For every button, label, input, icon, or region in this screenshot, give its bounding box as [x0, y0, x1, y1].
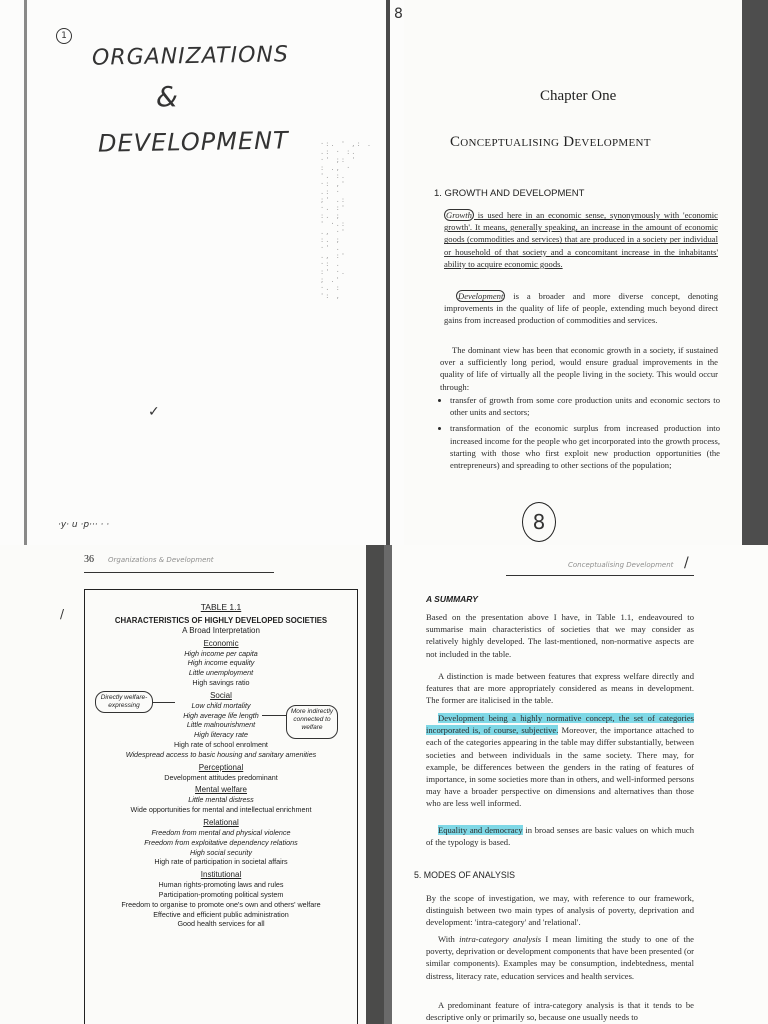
term-development: Development	[458, 291, 504, 301]
summary-heading: A SUMMARY	[426, 594, 478, 604]
term-intra-category: intra-category analysis	[459, 934, 542, 944]
table-item: Human rights-promoting laws and rules	[158, 880, 284, 890]
paragraph-dominant-view: The dominant view has been that economic growth in a society, if sustained over a sufficiently long period, would ensure gradual improvements in the quality of life of virtually all the people living in the society. This would occur through:	[440, 345, 718, 392]
table-category-heading: Economic	[203, 638, 239, 648]
callout-connector-right	[262, 715, 286, 716]
table-item: Freedom from exploitative dependency relations	[144, 837, 298, 847]
binding-shadow	[366, 545, 384, 1024]
scan-dark-margin	[742, 0, 768, 545]
table-frame	[84, 589, 358, 1024]
table-item: High income per capita	[184, 648, 258, 658]
table-item: Good health services for all	[177, 919, 265, 929]
corner-tick: /	[684, 555, 689, 571]
table-item: High average life length	[183, 710, 259, 720]
term-growth: Growth	[446, 210, 472, 220]
table-item: Wide opportunities for mental and intellectual enrichment	[130, 805, 312, 815]
margin-tick: /	[60, 607, 65, 621]
callout-connector-left	[153, 702, 175, 703]
modes-paragraph-2	[426, 933, 694, 982]
table-item: Effective and efficient public administration	[153, 909, 289, 919]
bullet-list	[438, 394, 720, 475]
chapter-label: Chapter One	[540, 88, 617, 104]
bleed-through-artifacts: ·:. ' ,: . .: · :. ·' ;: ' : ., · '. :. ·: ,' .: · ;' .: ·. :' :. ; ' ·.: ., ·' :. ; ·' . ., :' ·: . :' ·. ; .' ·. : ': ,	[320, 140, 373, 300]
scan-page-chapter-one	[404, 0, 768, 545]
table-item: High literacy rate	[194, 730, 248, 740]
highlighted-text: Development being a highly normative concept, the set of categories incorporated is, of course, subjective.	[426, 713, 694, 736]
table-category-heading: Social	[210, 690, 232, 700]
page-number: 36	[84, 554, 94, 565]
handwritten-title-line-3: DEVELOPMENT	[97, 126, 289, 158]
table-category-heading: Relational	[203, 817, 239, 827]
table-item: High rate of school enrolment	[174, 739, 268, 749]
stray-pen-mark: ✓	[148, 404, 160, 420]
highlighted-text: Equality and democracy	[438, 825, 523, 835]
binding-edge-left	[24, 0, 27, 545]
table-category-heading: Mental welfare	[194, 785, 248, 795]
scan-page-summary	[384, 545, 768, 1024]
table-item: Freedom to organise to promote one's own and others' welfare	[121, 899, 321, 909]
paragraph-development	[444, 290, 718, 327]
table-label: TABLE 1.1	[200, 602, 242, 612]
circled-page-mark: 1	[56, 28, 72, 44]
table-item: High social security	[190, 847, 252, 857]
paragraph-continuation: Moreover, the importance attached to each of the categories appearing in the table may differ substantially, between societies and between individuals in the same society. There may, for example, be differences between the genders in the rating of features of importance, in some societies more than in others, and well-informed persons may have a broader perspective on dimensions and alternatives than those who are less well informed.	[426, 725, 694, 809]
table-category-heading: Perceptional	[198, 762, 244, 772]
table-category-heading: Institutional	[200, 870, 242, 880]
chapter-title: Conceptualising Development	[450, 134, 651, 150]
table-body	[85, 638, 357, 930]
modes-paragraph-3: A predominant feature of intra-category analysis is that it tends to be descriptive only or primarily so, because one usually needs to	[426, 1000, 694, 1023]
paragraph-growth	[444, 209, 718, 270]
binding-shadow-left	[384, 545, 392, 1024]
handwritten-title-line-1: ORGANIZATIONS	[91, 42, 290, 71]
table-item: Little mental distress	[188, 795, 254, 805]
table-item: Low child mortality	[191, 700, 251, 710]
table-item: Freedom from mental and physical violence	[151, 827, 291, 837]
table-item: High savings ratio	[192, 677, 250, 687]
section-heading: 1. GROWTH AND DEVELOPMENT	[434, 188, 585, 199]
table-subtitle: A Broad Interpretation	[182, 625, 260, 635]
paragraph-continuation: in broad senses are basic values on which much of the typology is based.	[426, 825, 694, 848]
bullet-item: • transfer of growth from some core production units and economic sectors to other units and sectors;	[450, 394, 720, 418]
header-rule	[506, 575, 694, 576]
development-definition: is a broader and more diverse concept, denoting improvements in the quality of life of people, extending much beyond direct gains from increased production of commodities and services.	[444, 291, 718, 326]
modes-heading: 5. MODES OF ANALYSIS	[414, 870, 516, 880]
summary-paragraph-4	[426, 824, 694, 848]
header-rule	[84, 572, 274, 573]
table-item: Little unemployment	[188, 668, 254, 678]
bottom-scribble: ·y· u ·p··· · ·	[58, 520, 110, 530]
callout-indirectly-welfare: More indirectly connected to welfare	[286, 705, 338, 739]
bullet-item: • transformation of the economic surplus from increased production into increased income for the people who get incorporated into the growth process, starting with those who first exploit new production opportunities (the entrepreneurs) and spreading to other sections of the population;	[450, 422, 720, 471]
summary-paragraph-1: Based on the presentation above I have, in Table 1.1, endeavoured to summarise main characteristics of societies that we may consider as relatively highly developed. The last-mentioned, non-normative aspects are not included in the table.	[426, 612, 694, 659]
table-item: High income equality	[187, 658, 255, 668]
handwritten-ampersand: &	[156, 80, 178, 113]
circled-page-number: 8	[522, 502, 556, 542]
paragraph-lead: With	[438, 934, 460, 944]
modes-paragraph-1: By the scope of investigation, we may, with reference to our framework, distinguish between two main types of analysis of poverty, deprivation and development: 'intra-category' and 'relational'.	[426, 893, 694, 928]
corner-number: 8	[394, 6, 403, 22]
binding-edge-right	[386, 0, 390, 545]
table-item: Widespread access to basic housing and sanitary amenities	[125, 749, 317, 759]
growth-definition: is used here in an economic sense, synonymously with 'economic growth'. It means, generally speaking, an increase in the amount of economic goods (commodities and services) that are produced in a society per individual or household of that society and a concomitant increase in the inhabitants' ability to acquire economic goods.	[444, 210, 718, 269]
summary-paragraph-3	[426, 712, 694, 810]
table-title: CHARACTERISTICS OF HIGHLY DEVELOPED SOCIETIES	[114, 616, 328, 625]
table-item: Participation-promoting political system	[158, 889, 284, 899]
table-item: High rate of participation in societal affairs	[154, 857, 288, 867]
paragraph-continuation: I mean limiting the study to one of the poverty, deprivation or development components that have been presented (or similar components). Examples may be consumption, indebtedness, mental distress, literacy rate, education services and health services.	[426, 934, 694, 981]
scan-page-table	[0, 545, 384, 1024]
table-item: Little malnourishment	[186, 720, 256, 730]
summary-paragraph-2: A distinction is made between features that express welfare directly and features that are more appropriately considered as means in development. The former are italicised in the table.	[426, 671, 694, 706]
running-head-scrawl: Conceptualising Development	[568, 561, 674, 569]
running-head-scrawl: Organizations & Development	[108, 556, 214, 564]
callout-directly-welfare: Directly welfare-expressing	[95, 691, 153, 713]
table-item: Development attitudes predominant	[164, 772, 278, 782]
scan-page-cover	[0, 0, 404, 545]
